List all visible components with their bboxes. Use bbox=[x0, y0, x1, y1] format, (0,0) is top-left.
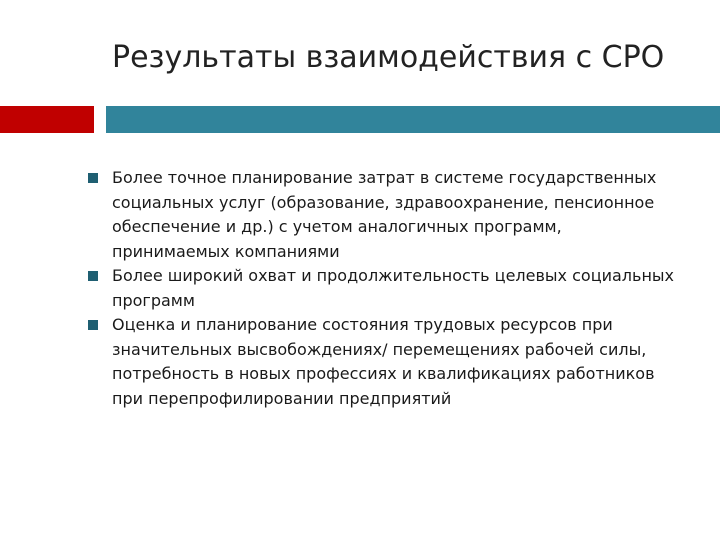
bullet-item bbox=[0, 166, 720, 264]
bullet-item bbox=[0, 264, 720, 313]
title-accent-bar-red bbox=[0, 106, 94, 133]
bullet-list bbox=[0, 166, 720, 411]
bullet-text: Более широкий охват и продолжительность целевых социальных программ bbox=[112, 266, 674, 310]
title-accent-bar-teal bbox=[106, 106, 720, 133]
bullet-text: Более точное планирование затрат в системе государственных социальных услуг (образование, здравоохранение, пенсионное обеспечение и др.) с учетом аналогичных программ, принимаемых компаниями bbox=[112, 168, 657, 261]
slide-title: Результаты взаимодействия с СРО bbox=[112, 40, 665, 75]
bullet-item bbox=[0, 313, 720, 411]
bullet-text: Оценка и планирование состояния трудовых ресурсов при значительных высвобождениях/ перемещениях рабочей силы, потребность в новых профессиях и квалификациях работников при перепрофилировании предприятий bbox=[112, 315, 655, 408]
square-bullet-icon bbox=[88, 320, 98, 330]
square-bullet-icon bbox=[88, 173, 98, 183]
square-bullet-icon bbox=[88, 271, 98, 281]
